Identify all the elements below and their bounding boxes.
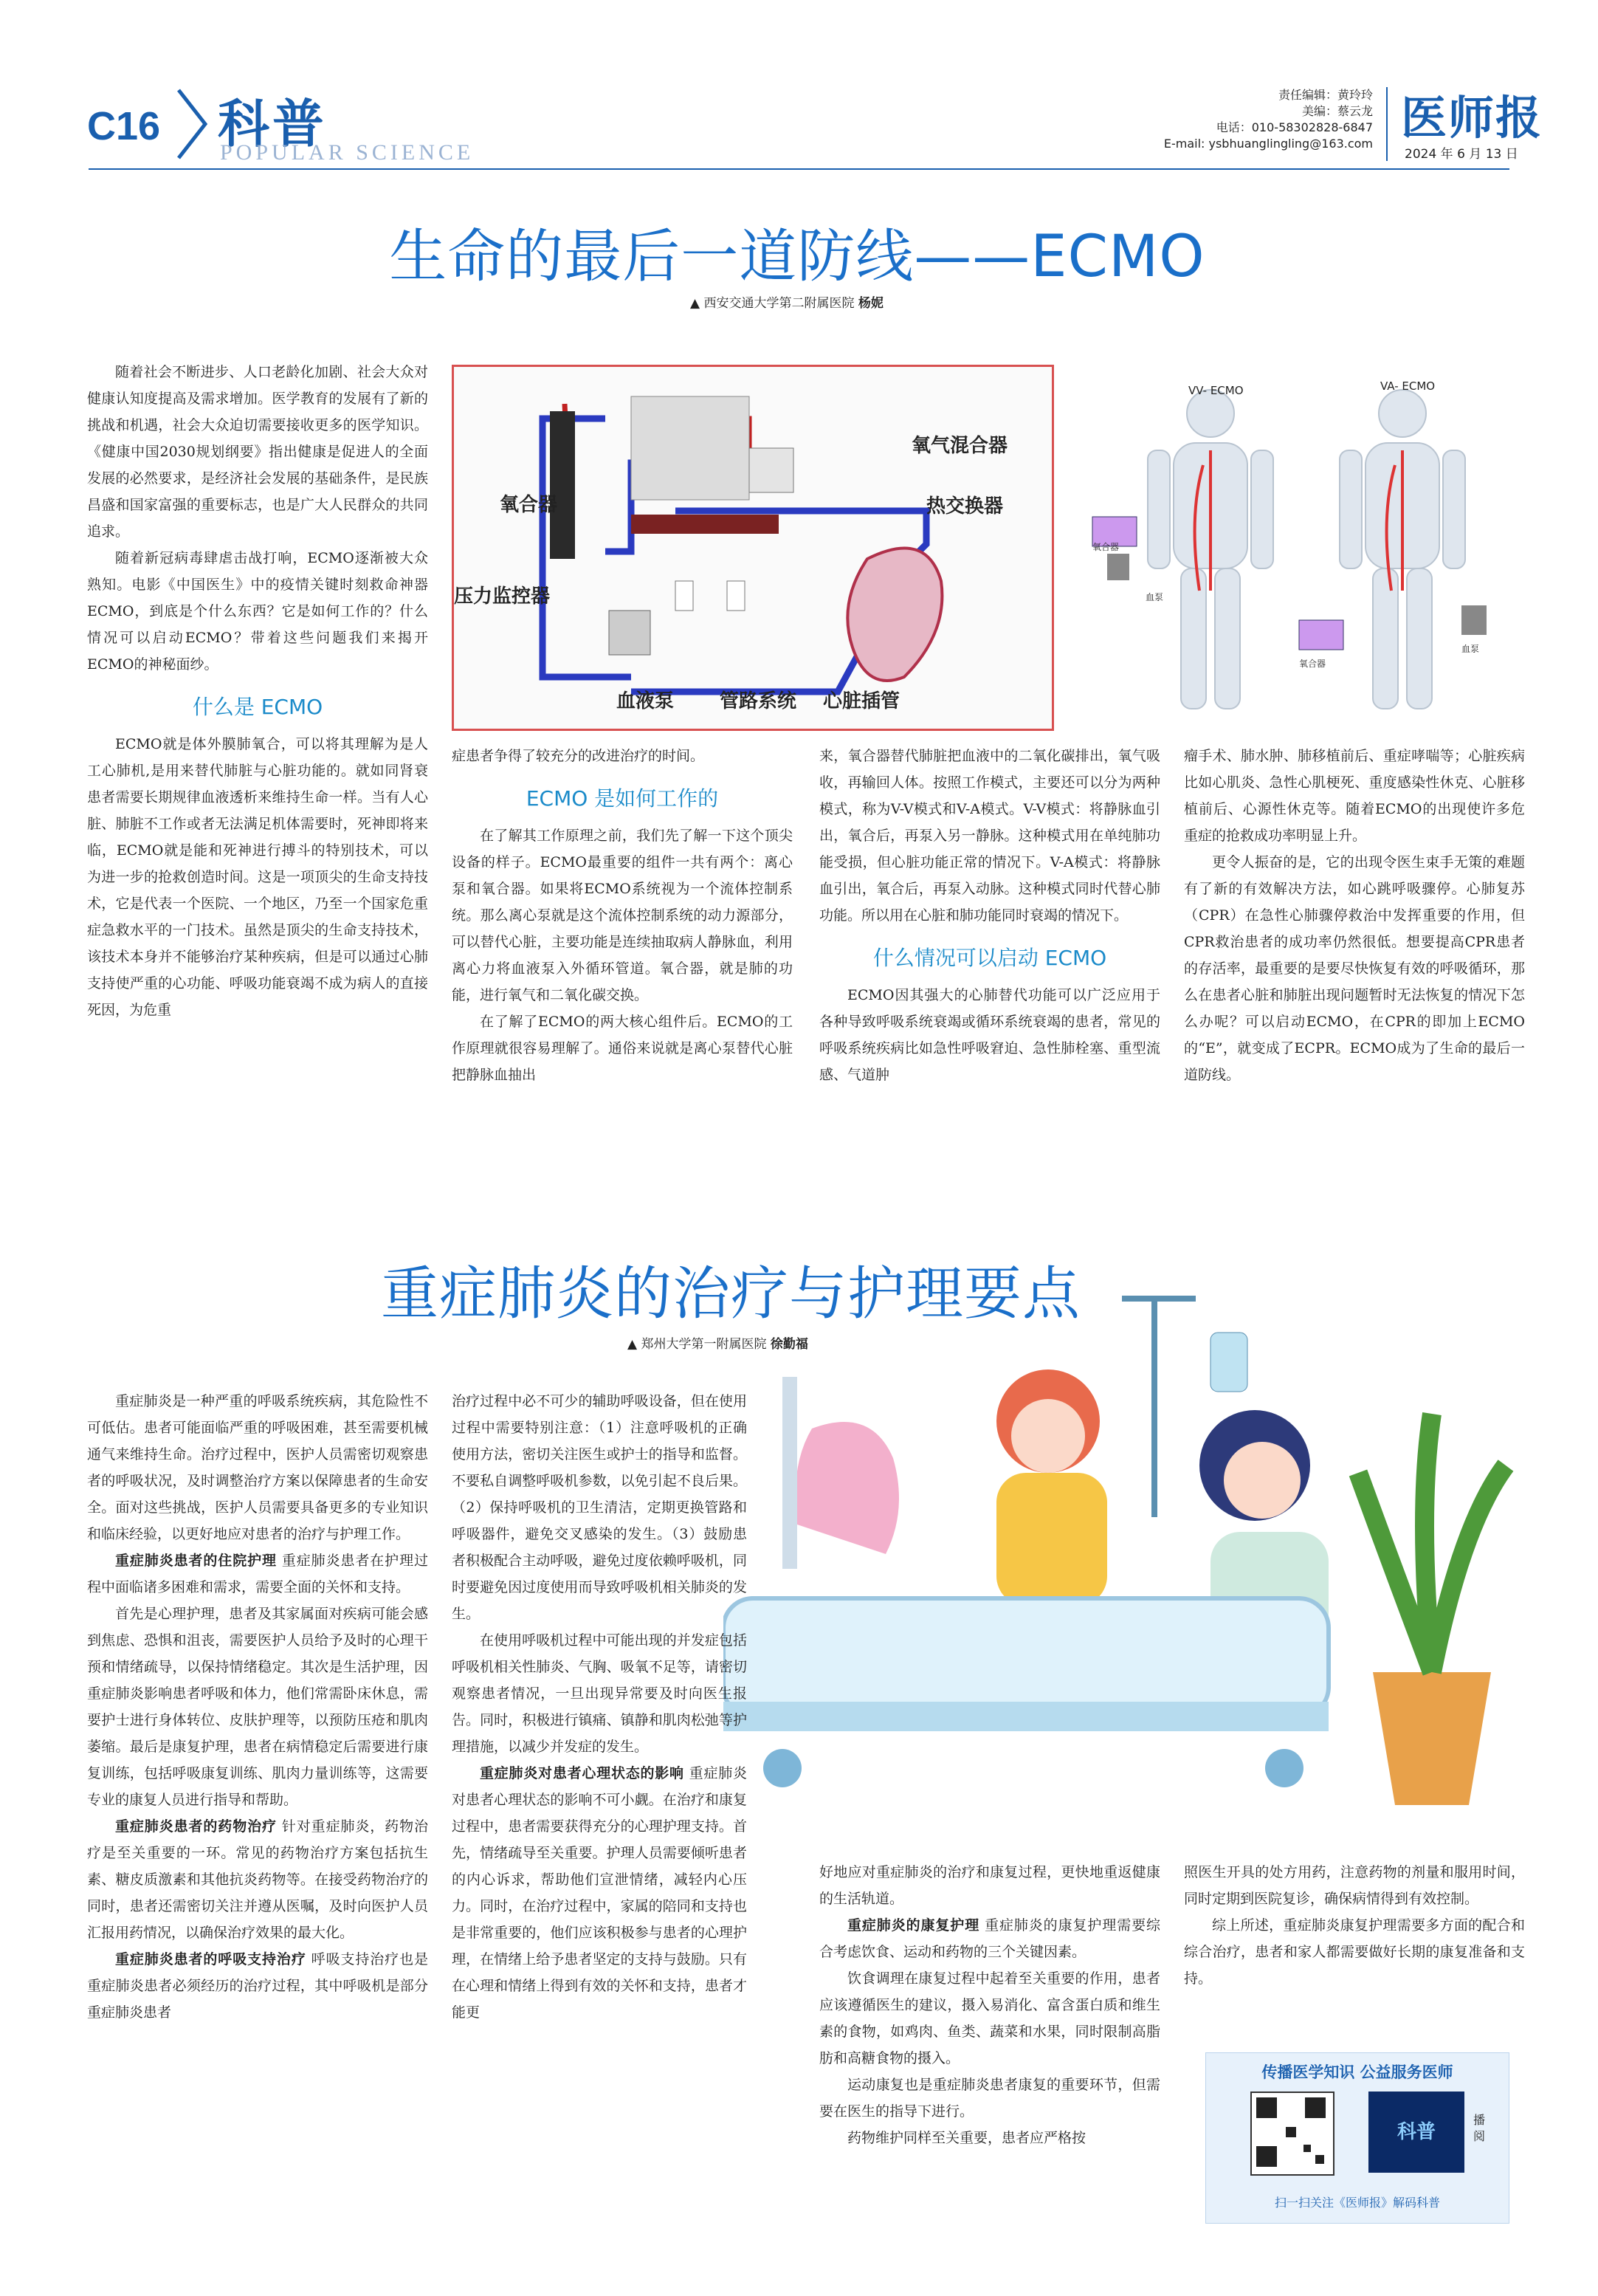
promo-tag: 扫一扫关注《医师报》解码科普: [1274, 2196, 1440, 2210]
article1-title: 生命的最后一道防线——ECMO: [389, 224, 1205, 290]
label-vv-ecmo: VV- ECMO: [1188, 384, 1244, 397]
issue-date: 2024 年 6 月 13 日: [1405, 147, 1518, 162]
label-heat-exchanger: 热交换器: [926, 495, 1004, 518]
paragraph: 来，氧合器替代肺脏把血液中的二氧化碳排出，氧气吸收，再输回人体。按照工作模式，主要还可以分为两种模式，称为V-V模式和V-A模式。V-V模式：将静脉血引出，氧合后，再泵入另一静脉。这种模式用在单纯肺功能受损，但心脏功能正常的情况下。V-A模式：将静脉血引出，氧合后，再泵入动脉。这种模式同时代替心肺功能。所以用在心脏和肺功能同时衰竭的情况下。: [819, 748, 1160, 924]
paragraph: 重症肺炎患者的住院护理 重症肺炎患者在护理过程中面临诸多困难和需求，需要全面的关怀和支持。: [87, 1553, 428, 1595]
hospital-illustration: [723, 1288, 1520, 1820]
article2-column-4: [1184, 1859, 1525, 1992]
label-oxygenator-vv: 氧合器: [1092, 542, 1120, 552]
newspaper-logo: 医师报: [1401, 91, 1543, 145]
paragraph: 首先是心理护理，患者及其家属面对疾病可能会感到焦虑、恐惧和沮丧，需要医护人员给予及时的心理干预和情绪疏导，以保持情绪稳定。其次是生活护理，因重症肺炎影响患者呼吸和体力，他们常需卧床休息，需要护士进行身体转位、皮肤护理等，以预防压疮和肌肉萎缩。最后是康复护理，患者在病情稳定后需要进行康复训练，包括呼吸康复训练、肌肉力量训练等，这需要专业的康复人员进行指导和帮助。: [87, 1606, 428, 1808]
article1-column-2: [452, 743, 793, 1088]
article2-title: 重症肺炎的治疗与护理要点: [380, 1261, 1081, 1327]
paragraph: 药物维护同样至关重要，患者应严格按: [847, 2130, 1086, 2146]
paragraph: 综上所述，重症肺炎康复护理需要多方面的配合和综合治疗，患者和家人都需要做好长期的康复准备和支持。: [1184, 1917, 1525, 1987]
qr-code-icon[interactable]: [1250, 2092, 1334, 2176]
paragraph: 重症肺炎患者的呼吸支持治疗 呼吸支持治疗也是重症肺炎患者必须经历的治疗过程，其中呼吸机是部分重症肺炎患者: [87, 1951, 428, 2021]
label-pump-va: 血泵: [1461, 644, 1480, 654]
editor: 责任编辑：黄玲玲: [1278, 88, 1373, 102]
ecmo-circuit-diagram: [452, 365, 1054, 731]
label-pressure-monitor: 压力监控器: [454, 585, 551, 608]
subhead-when: 什么情况可以启动 ECMO: [872, 946, 1107, 970]
header-rule: [89, 168, 1509, 170]
article1-column-1: [87, 359, 428, 1023]
promo-badge: 科普: [1368, 2092, 1464, 2173]
promo-side: 播阅: [1473, 2113, 1486, 2143]
chevron-icon: [174, 87, 210, 161]
paragraph: 随着新冠病毒肆虐击战打响，ECMO逐渐被大众熟知。电影《中国医生》中的疫情关键时刻救命神器ECMO，到底是个什么东西？它是如何工作的？什么情况可以启动ECMO？带着这些问题我们来揭开ECMO的神秘面纱。: [87, 550, 428, 673]
label-blood-pump: 血液泵: [616, 690, 675, 712]
paragraph: 运动康复也是重症肺炎患者康复的重要环节，但需要在医生的指导下进行。: [819, 2077, 1160, 2120]
section-title-en: POPULAR SCIENCE: [220, 140, 475, 165]
paragraph: 更令人振奋的是，它的出现令医生束手无策的难题有了新的有效解决方法，如心跳呼吸骤停。心肺复苏（CPR）在急性心肺骤停救治中发挥重要的作用，但CPR救治患者的成功率仍然很低。想要提高CPR患者的存活率，最重要的是要尽快恢复有效的呼吸循环，那么在患者心脏和肺脏出现问题暂时无法恢复的情况下怎么办呢？可以启动ECMO，在CPR的即加上ECMO的“E”，就变成了ECPR。ECMO成为了生命的最后一道防线。: [1184, 854, 1525, 1083]
paragraph: 重症肺炎患者的药物治疗 针对重症肺炎，药物治疗是至关重要的一环。常见的药物治疗方案包括抗生素、糖皮质激素和其他抗炎药物等。在接受药物治疗的同时，患者还需密切关注并遵从医嘱，及时向医护人员汇报用药情况，以确保治疗效果的最大化。: [87, 1818, 428, 1941]
paragraph: 瘤手术、肺水肿、肺移植前后、重症哮喘等；心脏疾病比如心肌炎、急性心肌梗死、重度感染性休克、心脏移植前后、心源性休克等。随着ECMO的出现使许多危重症的抢救成功率明显上升。: [1184, 748, 1525, 844]
article1-column-4: [1184, 743, 1525, 1088]
promo-box: [1205, 2052, 1509, 2224]
label-pump-vv: 血泵: [1146, 592, 1164, 602]
paragraph: 重症肺炎对患者心理状态的影响 重症肺炎对患者心理状态的影响不可小觑。在治疗和康复过程中，患者需要获得充分的心理护理支持。首先，情绪疏导至关重要。护理人员需要倾听患者的内心诉求，帮助他们宣泄情绪，减轻内心压力。同时，在治疗过程中，家属的陪同和支持也是非常重要的，他们应该积极参与患者的心理护理，在情绪上给予患者坚定的支持与鼓励。只有在心理和情绪上得到有效的关怀和支持，患者才能更: [452, 1765, 747, 2021]
label-tubing: 管路系统: [720, 690, 797, 712]
label-oxygen-mixer: 氧气混合器: [912, 435, 1008, 457]
paragraph: 在了解了ECMO的两大核心组件后。ECMO的工作原理就很容易理解了。通俗来说就是离心泵替代心脏把静脉血抽出: [452, 1014, 793, 1083]
article1-column-3: [819, 743, 1160, 1088]
subhead-what: 什么是 ECMO: [192, 695, 323, 719]
paragraph: 症患者争得了较充分的改进治疗的时间。: [452, 748, 705, 764]
page-number: C16: [87, 104, 161, 148]
vv-va-ecmo-figure: [1078, 369, 1513, 723]
paragraph: 治疗过程中必不可少的辅助呼吸设备，但在使用过程中需要特别注意：（1）注意呼吸机的正确使用方法，密切关注医生或护士的指导和监督。不要私自调整呼吸机参数，以免引起不良后果。（2）保持呼吸机的卫生清洁，定期更换管路和呼吸器件，避免交叉感染的发生。（3）鼓励患者积极配合主动呼吸，避免过度依赖呼吸机，同时要避免因过度使用而导致呼吸机相关肺炎的发生。: [452, 1393, 747, 1622]
paragraph: 在了解其工作原理之前，我们先了解一下这个顶尖设备的样子。ECMO最重要的组件一共有两个：离心泵和氧合器。如果将ECMO系统视为一个流体控制系统。那么离心泵就是这个流体控制系统的动力源部分，可以替代心脏，主要功能是连续抽取病人静脉血，利用离心力将血液泵入外循环管道。氧合器，就是肺的功能，进行氧气和二氧化碳交换。: [452, 828, 793, 1003]
paragraph: 随着社会不断进步、人口老龄化加剧、社会大众对健康认知度提高及需求增加。医学教育的发展有了新的挑战和机遇，社会大众迫切需要接收更多的医学知识。《健康中国2030规划纲要》指出健康是促进人的全面发展的必然要求，是经济社会发展的基础条件，是民族昌盛和国家富强的重要标志，也是广大人民群众的共同追求。: [87, 364, 428, 540]
section-title: 科普: [218, 94, 327, 154]
paragraph: 饮食调理在康复过程中起着至关重要的作用，患者应该遵循医生的建议，摄入易消化、富含蛋白质和维生素的食物，如鸡肉、鱼类、蔬菜和水果，同时限制高脂肪和高糖食物的摄入。: [819, 1970, 1160, 2066]
label-oxygenator-va: 氧合器: [1299, 659, 1326, 669]
article2-byline: ▲ 郑州大学第一附属医院 徐勤福: [627, 1337, 808, 1352]
paragraph: 照医生开具的处方用药，注意药物的剂量和服用时间，同时定期到医院复诊，确保病情得到有效控制。: [1184, 1864, 1525, 1907]
editor-credits: [1164, 87, 1373, 152]
label-va-ecmo: VA- ECMO: [1380, 379, 1436, 393]
promo-slogan: 传播医学知识 公益服务医师: [1261, 2063, 1453, 2081]
designer: 美编：蔡云龙: [1301, 104, 1373, 118]
paragraph: 好地应对重症肺炎的治疗和康复过程，更快地重返健康的生活轨道。: [819, 1864, 1160, 1907]
phone: 电话：010-58302828-6847: [1216, 120, 1373, 134]
circuit-illustration: [454, 367, 1052, 729]
article2-column-1: [87, 1388, 428, 2026]
paragraph: 重症肺炎的康复护理 重症肺炎的康复护理需要综合考虑饮食、运动和药物的三个关键因素。: [819, 1917, 1160, 1960]
article2-column-2: [452, 1388, 747, 2026]
paragraph: 在使用呼吸机过程中可能出现的并发症包括呼吸机相关性肺炎、气胸、吸氧不足等，请密切观察患者情况，一旦出现异常要及时向医生报告。同时，积极进行镇痛、镇静和肌肉松弛等护理措施，以减少并发症的发生。: [452, 1632, 747, 1755]
subhead-how: ECMO 是如何工作的: [526, 786, 719, 811]
article2-column-3: [819, 1859, 1160, 2151]
body-illustration: [1078, 369, 1513, 723]
header-divider: [1386, 87, 1388, 161]
paragraph: 重症肺炎是一种严重的呼吸系统疾病，其危险性不可低估。患者可能面临严重的呼吸困难，甚至需要机械通气来维持生命。治疗过程中，医护人员需密切观察患者的呼吸状况，及时调整治疗方案以保障患者的生命安全。面对这些挑战，医护人员需要具备更多的专业知识和临床经验，以更好地应对患者的治疗与护理工作。: [87, 1393, 428, 1542]
article1-byline: ▲ 西安交通大学第二附属医院 杨妮: [690, 296, 884, 311]
paragraph: ECMO就是体外膜肺氧合，可以将其理解为是人工心肺机,是用来替代肺脏与心脏功能的。就如同肾衰患者需要长期规律血液透析来维持生命一样。当有人心脏、肺脏不工作或者无法满足机体需要时，死神即将来临，ECMO就是能和死神进行搏斗的特别技术，可以为进一步的抢救创造时间。这是一项顶尖的生命支持技术，它是代表一个医院、一个地区，乃至一个国家危重症急救水平的一门技术。虽然是顶尖的生命支持技术，该技术本身并不能够治疗某种疾病，但是可以通过心肺支持使严重的心功能、呼吸功能衰竭不成为病人的直接死因，为危重: [87, 736, 428, 1018]
label-cannula: 心脏插管: [823, 690, 900, 712]
paragraph: ECMO因其强大的心肺替代功能可以广泛应用于各种导致呼吸系统衰竭或循环系统衰竭的患者，常见的呼吸系统疾病比如急性呼吸窘迫、急性肺栓塞、重型流感、气道肿: [819, 987, 1160, 1083]
email: E-mail: ysbhuanglingling@163.com: [1163, 137, 1373, 151]
label-oxygenator: 氧合器: [500, 494, 558, 516]
